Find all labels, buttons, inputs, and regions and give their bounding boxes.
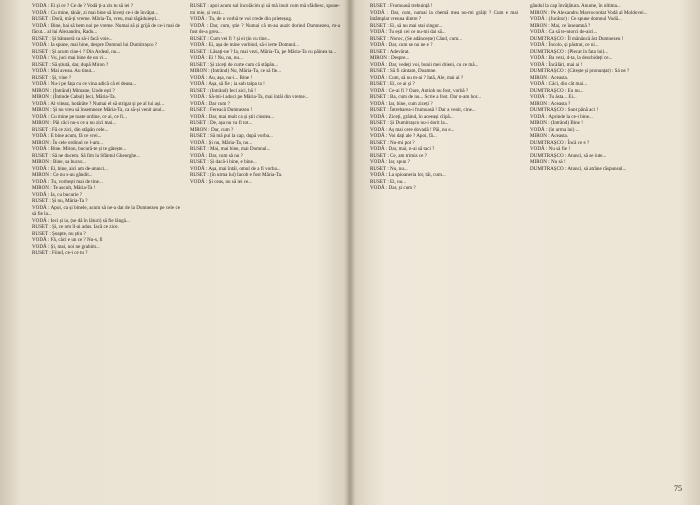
dialogue-line: VODĂ : Dar, mai mult ca și știi cinstea...	[190, 113, 275, 120]
dialogue-line: VODĂ : Și, mai, noi ne grabim...	[32, 243, 100, 250]
dialogue-line: VODĂ : Încolo, și păstrat, ce ni...	[530, 42, 599, 48]
dialogue-line: RUSET : Noroc, (Se adâncește) Când, cum...	[370, 35, 462, 42]
right-page-column-1	[370, 3, 518, 473]
dialogue-line: VODĂ : Cum, să nu m-ai ? Iată, Ale, mai ai ?	[370, 74, 464, 81]
dialogue-line: VODĂ : Ei și ce ? Ce de ? Vodă ți-a zis tu să iei ?	[32, 3, 133, 9]
dialogue-line: RUSET : Ei, ce ai și ?	[370, 81, 415, 87]
dialogue-line: VODĂ : Bine, hai să bem noi pe vreme. Numai să și grijă de ce-i mai de făcut... al lui Alexandru, Radu...	[32, 22, 180, 35]
dialogue-line: VODĂ : Ca să te-ntorci de-aici...	[530, 29, 598, 35]
dialogue-line: VODĂ : E bine acum, fă ce vrei...	[32, 133, 102, 139]
dialogue-line: gândul la cap învățătura. Anume, în ultima...	[530, 3, 621, 9]
dialogue-line: RUSET : Șoapte, nu știu ?	[32, 230, 86, 237]
page-number: 75	[674, 484, 682, 493]
dialogue-line: VODĂ : Ia spune, mai bine, despre Domnul lui Dumitrașco ?	[32, 42, 158, 48]
dialogue-line: VODĂ : Să-mi-l aduci pe Măria-Ta, mai întâi din vreme...	[190, 94, 309, 100]
dialogue-line: VODĂ : Ia, cu bucurie ?	[32, 191, 83, 198]
dialogue-line: VODĂ : Dar, cum se nu ne e ?	[370, 42, 433, 48]
dialogue-line: VODĂ : Au, așa, nu-i... Bine !	[190, 74, 253, 81]
dialogue-line: RUSET : Să mă pui la cap, după vorba...	[190, 133, 273, 139]
dialogue-line: RUSET : Frumoasă trebuință !	[370, 3, 433, 9]
dialogue-line: VODĂ : Așa, să fie ; ia sub talpa ta !	[190, 81, 265, 87]
dialogue-line: VODĂ : Și nu, Măria-Ta, nu...	[190, 139, 253, 146]
dialogue-line: MIRON : Și nu vreu să însemneze Măria-Ta, ca să-și venit anul...	[32, 107, 166, 113]
dialogue-line: RUSET : (Intrând) Ieci aici, bă !	[190, 87, 256, 94]
dialogue-line: DUMITRAȘCO : (Citește și pronunțat) : Sá ne ?	[530, 68, 630, 74]
dialogue-line: VODĂ : Vu, juci mai bine de un vi...	[32, 55, 108, 61]
dialogue-line: DUMITRAȘCO : Îl mănâncă ăst Dumnezeu !	[530, 35, 624, 42]
dialogue-line: VODĂ : Aprinde la ce-i bine...	[530, 113, 593, 120]
dialogue-line: MIRON : Aceasta.	[530, 74, 569, 81]
dialogue-line: VODĂ : Încălări, mai ai !	[530, 61, 583, 68]
dialogue-line: RUSET : Adevărat.	[370, 48, 410, 55]
dialogue-line: VODĂ : (Jucător) : Ce spune domnul Vodă...	[530, 16, 622, 22]
dialogue-line: VODĂ : Bine. Miron, bucură-te și te gătește...	[32, 146, 127, 152]
dialogue-line: MIRON : Ce nu s-au gândit...	[32, 172, 93, 178]
dialogue-line: VODĂ : Tu ăsta... Ei...	[530, 94, 577, 100]
dialogue-line: RUSET : Doră, mă-ți vreme. Mâria-Ta, vreu, mai tăgăduiești...	[32, 16, 160, 22]
dialogue-line: MIRON : (Intrând) Mimane, Unde ești ?	[32, 87, 115, 94]
dialogue-line: VODĂ : Dar, cum, știe ? Numai că m-au auzit dorind Dumnezeu, m-a fost de-a greu...	[190, 22, 340, 35]
dialogue-line: VODĂ : Dar, și cum ?	[370, 185, 416, 191]
dialogue-line: VODĂ : Căci, din cât mai...	[530, 81, 588, 87]
dialogue-line: RUSET : Și Dumitrașco nu-i dorit la...	[370, 120, 449, 126]
dialogue-line: MIRON : (Intrând) Nu, Măria-Ta, ce să fie...	[190, 68, 282, 74]
dialogue-line: RUSET : Cum vei fi ? și ei țin cu tine...	[190, 35, 271, 42]
dialogue-line: RUSET : Și nu, Măria-Ta ?	[32, 198, 88, 204]
dialogue-line: RUSET : Ei, să nu mai stai singur...	[370, 22, 443, 29]
dialogue-line: VODĂ : Dar, cum să nu ?	[190, 152, 243, 159]
dialogue-line: RUSET : Fiind, ce-i ce tu ?	[32, 250, 88, 256]
dialogue-line: DUMITRAȘCO : Atunci, să atrâne răspunsul...	[530, 165, 627, 172]
dialogue-line: VODĂ : Dar, cum, numai la chemă mea nu-mi grăiți ? Cum e mai întâmplat vreuna dintre ?	[370, 9, 518, 22]
left-page	[0, 0, 348, 505]
dialogue-line: VODĂ : Dar, mai, n-ai să taci ?	[370, 146, 435, 152]
dialogue-line: VODĂ : Nu să fie !	[530, 146, 571, 152]
dialogue-line: VODĂ : Ziceți, grăind, în aceeași clipă...	[370, 113, 454, 120]
dialogue-line: VODĂ : (în urma lui) ...	[530, 126, 580, 133]
dialogue-line: VODĂ : Ce-ai fi ? Oare, Antioh nu fost, vorbă ?	[370, 87, 469, 94]
dialogue-line: VODĂ : Ieci și ia, (se dă în lături) să fie lângă...	[32, 217, 130, 224]
dialogue-line: RUSET : Și ziceți de curte cum că stăpân...	[190, 61, 279, 68]
dialogue-line: MIRON : Mai, ce înseamnă ?	[530, 22, 591, 29]
dialogue-line: RUSET : Ce, am trimis ce ?	[370, 152, 427, 159]
dialogue-line: VODĂ : Apoi, ca și binele, acum să ne-a dat de la Dumnezeu pe cele ce să fie la...	[32, 204, 180, 217]
dialogue-line: RUSET : De, așa nu va fi tot...	[190, 120, 253, 126]
dialogue-line: VODĂ : Fă, căci e un ce ? Nu-s, fi	[32, 237, 103, 243]
dialogue-line: RUSET : Și, vine ?	[32, 74, 72, 81]
dialogue-line: MIRON : Pe Alexandru Mavrocordat Vodă al Moldovei...	[530, 9, 648, 16]
dialogue-line: RUSET : Întrebarea-i frumoasă ! Dar a venit, cine...	[370, 107, 476, 113]
dialogue-line: VODĂ : Nu-i pe fața cu ce vina adică că el deasa...	[32, 81, 137, 87]
dialogue-line: RUSET : Nu, nu...	[370, 165, 408, 172]
dialogue-line: RUSET : Și, ce om îl-ai adus. Iacă ce zice.	[32, 224, 119, 230]
dialogue-line: VODĂ : Tu, vorbești mai de tine...	[32, 178, 103, 185]
dialogue-line: VODĂ : Ei, bine, aici am de-atunci...	[32, 165, 108, 172]
dialogue-line: RUSET : (în urma lui) Iacob e fost Măria-Ta.	[190, 172, 283, 178]
dialogue-line: RUSET : Fereacă Dumnezeu !	[190, 107, 253, 113]
dialogue-line: VODĂ : Cu mine, tânăr, zi mai bine să înveți ce-i de învățat...	[32, 9, 159, 16]
dialogue-line: RUSET : Ba, cum de nu... Scrie a fost. Dar n-am hor...	[370, 94, 481, 100]
dialogue-line: VODĂ : Și ceas, nu să iei ce...	[190, 178, 253, 185]
dialogue-line: VODĂ : Așa, mai întâi, omul de a fi vorba...	[190, 165, 281, 172]
dialogue-line: VODĂ : Iar, spun ?	[370, 159, 410, 165]
dialogue-line: RUSET : Să știută, dar, după Miron ?	[32, 61, 109, 68]
dialogue-line: DUMITRAȘCO : (Plecat în fata lui)...	[530, 48, 609, 55]
dialogue-line: VODĂ : Tu ești cei ce nu-mi dai să...	[370, 29, 446, 35]
dialogue-line: VODĂ : Dar cum ?	[190, 100, 230, 107]
dialogue-line: MIRON : Despre...	[370, 55, 410, 61]
right-page	[352, 0, 700, 505]
dialogue-line: VODĂ : Tu, de o vorbă te voi crede din prieteșug.	[190, 16, 293, 22]
dialogue-line: VODĂ : Mai aveau. Au tinut...	[32, 68, 95, 74]
dialogue-line: RUSET : Nu-mi pot ?	[370, 139, 415, 146]
dialogue-line: DUMITRAȘCO : Eu nu...	[530, 87, 584, 94]
dialogue-line: VODĂ : Iar, bine, cum ziceți ?	[370, 100, 433, 107]
dialogue-line: MIRON : Aceasta.	[530, 133, 569, 139]
dialogue-line: DUMITRAȘCO : Atunci, să se iute...	[530, 152, 607, 159]
dialogue-line: VODĂ : Voi dați ale ? Apoi, fă...	[370, 133, 437, 139]
dialogue-line: DUMITRAȘCO : Încă ce e ?	[530, 139, 590, 146]
dialogue-line: MIRON : În cele ordinul ce l-am...	[32, 139, 103, 146]
left-page-column-2	[190, 3, 340, 473]
dialogue-line: RUSET : Ei, nu...	[370, 178, 406, 185]
dialogue-line: RUSET : Fă ce zici, din stăpân cele...	[32, 126, 109, 133]
right-page-column-2	[530, 3, 680, 473]
dialogue-line: RUSET : Mai, mai bine, mai Domnul...	[190, 146, 271, 152]
dialogue-line: RUSET : Și acum cine-i ? Din Ardeal, nu...	[32, 48, 121, 55]
dialogue-line: RUSET : apoi acum sul încolăcim și să mă inuit cum mă sfădiesc, spune-mi mie, și vezi...	[190, 3, 340, 16]
dialogue-line: MIRON : Păi căci nu-s ce a nu zici mai...	[32, 120, 117, 126]
dialogue-line: RUSET : Și bătuseră ca să-i facă voie...	[32, 35, 113, 42]
dialogue-line: VODĂ : Ei ! Nu, nu, nu...	[190, 55, 243, 61]
dialogue-line: VODĂ : Ba vezi, d-ta, la deschideți ce...	[530, 55, 613, 61]
dialogue-line: RUSET : Să ne ducem. Să fim la Sfântul Gheorghe...	[32, 152, 141, 159]
dialogue-line: DUMITRAȘCO : Sunt până aci !	[530, 107, 599, 113]
dialogue-line: MIRON : (Întinde Cabul) Ieci, Măria-Ta.	[32, 94, 116, 100]
dialogue-line: VODĂ : Al viteaz, hotărâte ? Numai el să strigat și pe al lui ași...	[32, 100, 165, 107]
dialogue-line: RUSET : Să fi cântam, Doamne.	[370, 68, 437, 74]
dialogue-line: MIRON : Nu să !	[530, 159, 566, 165]
dialogue-line: VODĂ : Cu mine pe toate ordine, ce ai, ce fi...	[32, 113, 127, 120]
dialogue-line: MIRON : Dar, cum ?	[190, 126, 234, 133]
dialogue-line: MIRON : Aceasta ?	[530, 100, 571, 107]
dialogue-line: MIRON : (Intrând) Bine !	[530, 120, 583, 126]
dialogue-line: RUSET : Și dacă-i bine, e bine...	[190, 159, 257, 165]
dialogue-line: VODĂ : La spioaneria lor, tâi, cum...	[370, 172, 446, 178]
dialogue-line: VODĂ : Aș mai cere dovadă ! Păi, nu e...	[370, 126, 455, 133]
dialogue-line: MIRON : Te ascult, Măria-Ta !	[32, 185, 96, 191]
dialogue-line: VODĂ : Dar, vedeți voi, bunii mei drieni, cu ce mă...	[370, 61, 479, 68]
dialogue-line: RUSET : Lăsați-ne ? Ia, mai vezi, Măria-Ta, pe Măria-Ta cu pâinea ta...	[190, 48, 336, 55]
dialogue-line: MIRON : Bine, sa bucur...	[32, 159, 86, 165]
dialogue-line: VODĂ : Ei, așa de mine vorbind, să-i ierte Domnul...	[190, 42, 299, 48]
left-page-column-1	[32, 3, 180, 473]
